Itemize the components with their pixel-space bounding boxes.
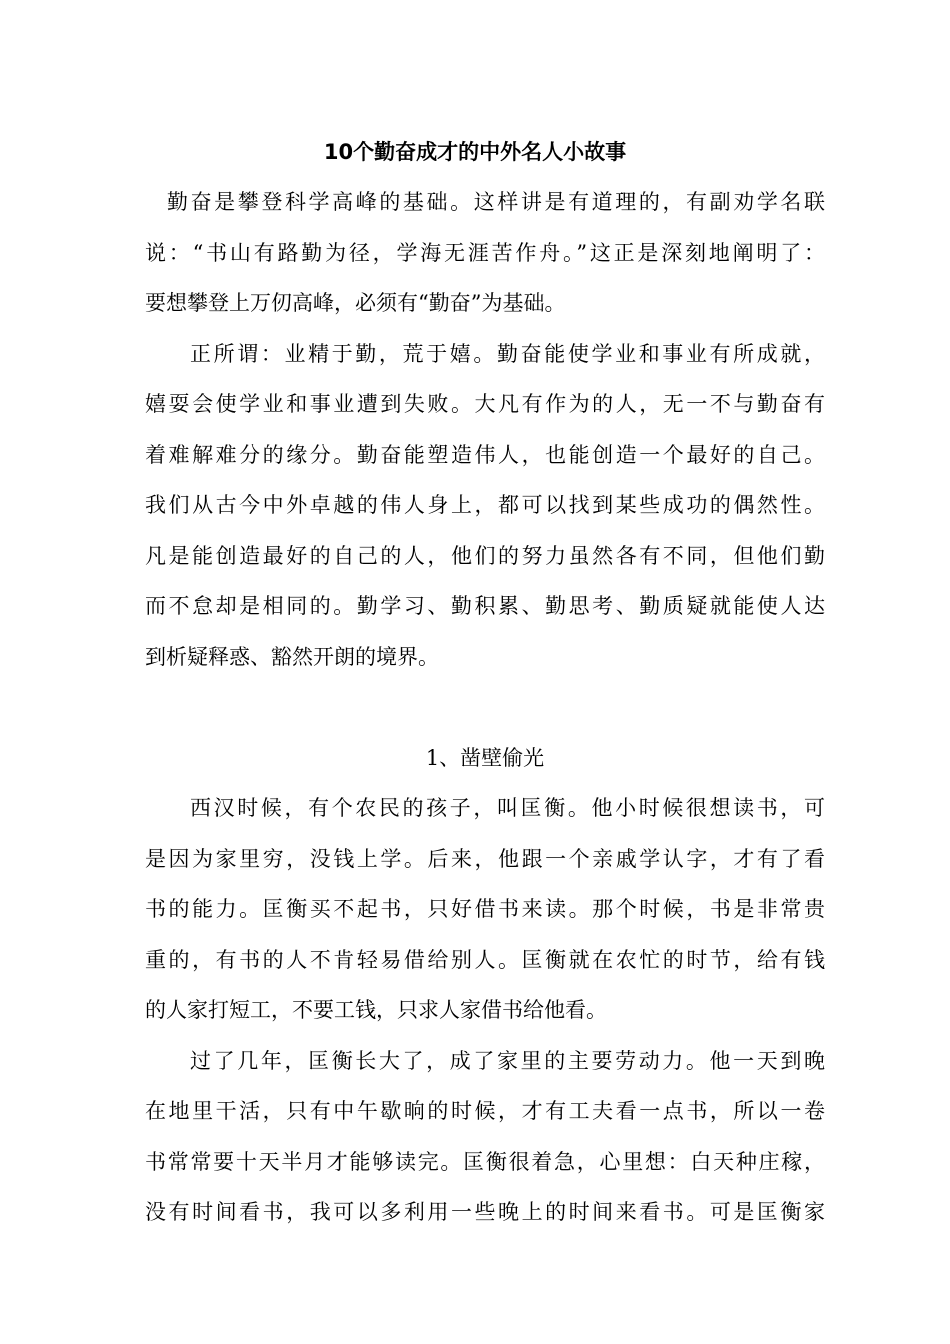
- paragraph-line: 嬉耍会使学业和事业遭到失败。大凡有作为的人，无一不与勤奋有: [145, 392, 825, 416]
- paragraph-line: 要想攀登上万仞高峰，必须有“勤奋”为基础。: [145, 291, 566, 315]
- paragraph-line: 我们从古今中外卓越的伟人身上，都可以找到某些成功的偶然性。: [145, 493, 825, 517]
- paragraph-line: 而不怠却是相同的。勤学习、勤积累、勤思考、勤质疑就能使人达: [145, 594, 825, 618]
- paragraph-line: 没有时间看书，我可以多利用一些晚上的时间来看书。可是匡衡家: [145, 1200, 825, 1224]
- paragraph-line: 凡是能创造最好的自己的人，他们的努力虽然各有不同，但他们勤: [145, 543, 825, 568]
- paragraph-line: 正所谓：业精于勤，荒于嬉。勤奋能使学业和事业有所成就，: [190, 341, 825, 366]
- paragraph-line: 西汉时候，有个农民的孩子，叫匡衡。他小时候很想读书，可: [190, 796, 825, 820]
- document-title: 10个勤奋成才的中外名人小故事: [323, 140, 627, 164]
- paragraph-line: 书的能力。匡衡买不起书，只好借书来读。那个时候，书是非常贵: [145, 897, 825, 921]
- paragraph-line: 到析疑释惑、豁然开朗的境界。: [145, 644, 439, 669]
- paragraph-line: 是因为家里穷，没钱上学。后来，他跟一个亲戚学认字，才有了看: [145, 846, 825, 871]
- section-heading: 1、凿壁偷光: [425, 745, 545, 770]
- paragraph-line: 勤奋是攀登科学高峰的基础。这样讲是有道理的，有副劝学名联: [167, 190, 825, 214]
- document-body: [145, 184, 825, 1245]
- paragraph-line: 的人家打短工，不要工钱，只求人家借书给他看。: [145, 998, 607, 1022]
- paragraph-gap: [145, 689, 825, 740]
- paragraph-line: 书常常要十天半月才能够读完。匡衡很着急，心里想：白天种庄稼，: [145, 1149, 825, 1174]
- paragraph-line: 重的，有书的人不肯轻易借给别人。匡衡就在农忙的时节，给有钱: [145, 947, 825, 972]
- paragraph-line: 着难解难分的缘分。勤奋能塑造伟人，也能创造一个最好的自己。: [145, 442, 825, 467]
- paragraph-line: 在地里干活，只有中午歇晌的时候，才有工夫看一点书，所以一卷: [145, 1099, 825, 1123]
- paragraph-line: 说：“书山有路勤为径，学海无涯苦作舟。”这正是深刻地阐明了：: [145, 240, 825, 265]
- paragraph-line: 过了几年，匡衡长大了，成了家里的主要劳动力。他一天到晚: [190, 1048, 825, 1073]
